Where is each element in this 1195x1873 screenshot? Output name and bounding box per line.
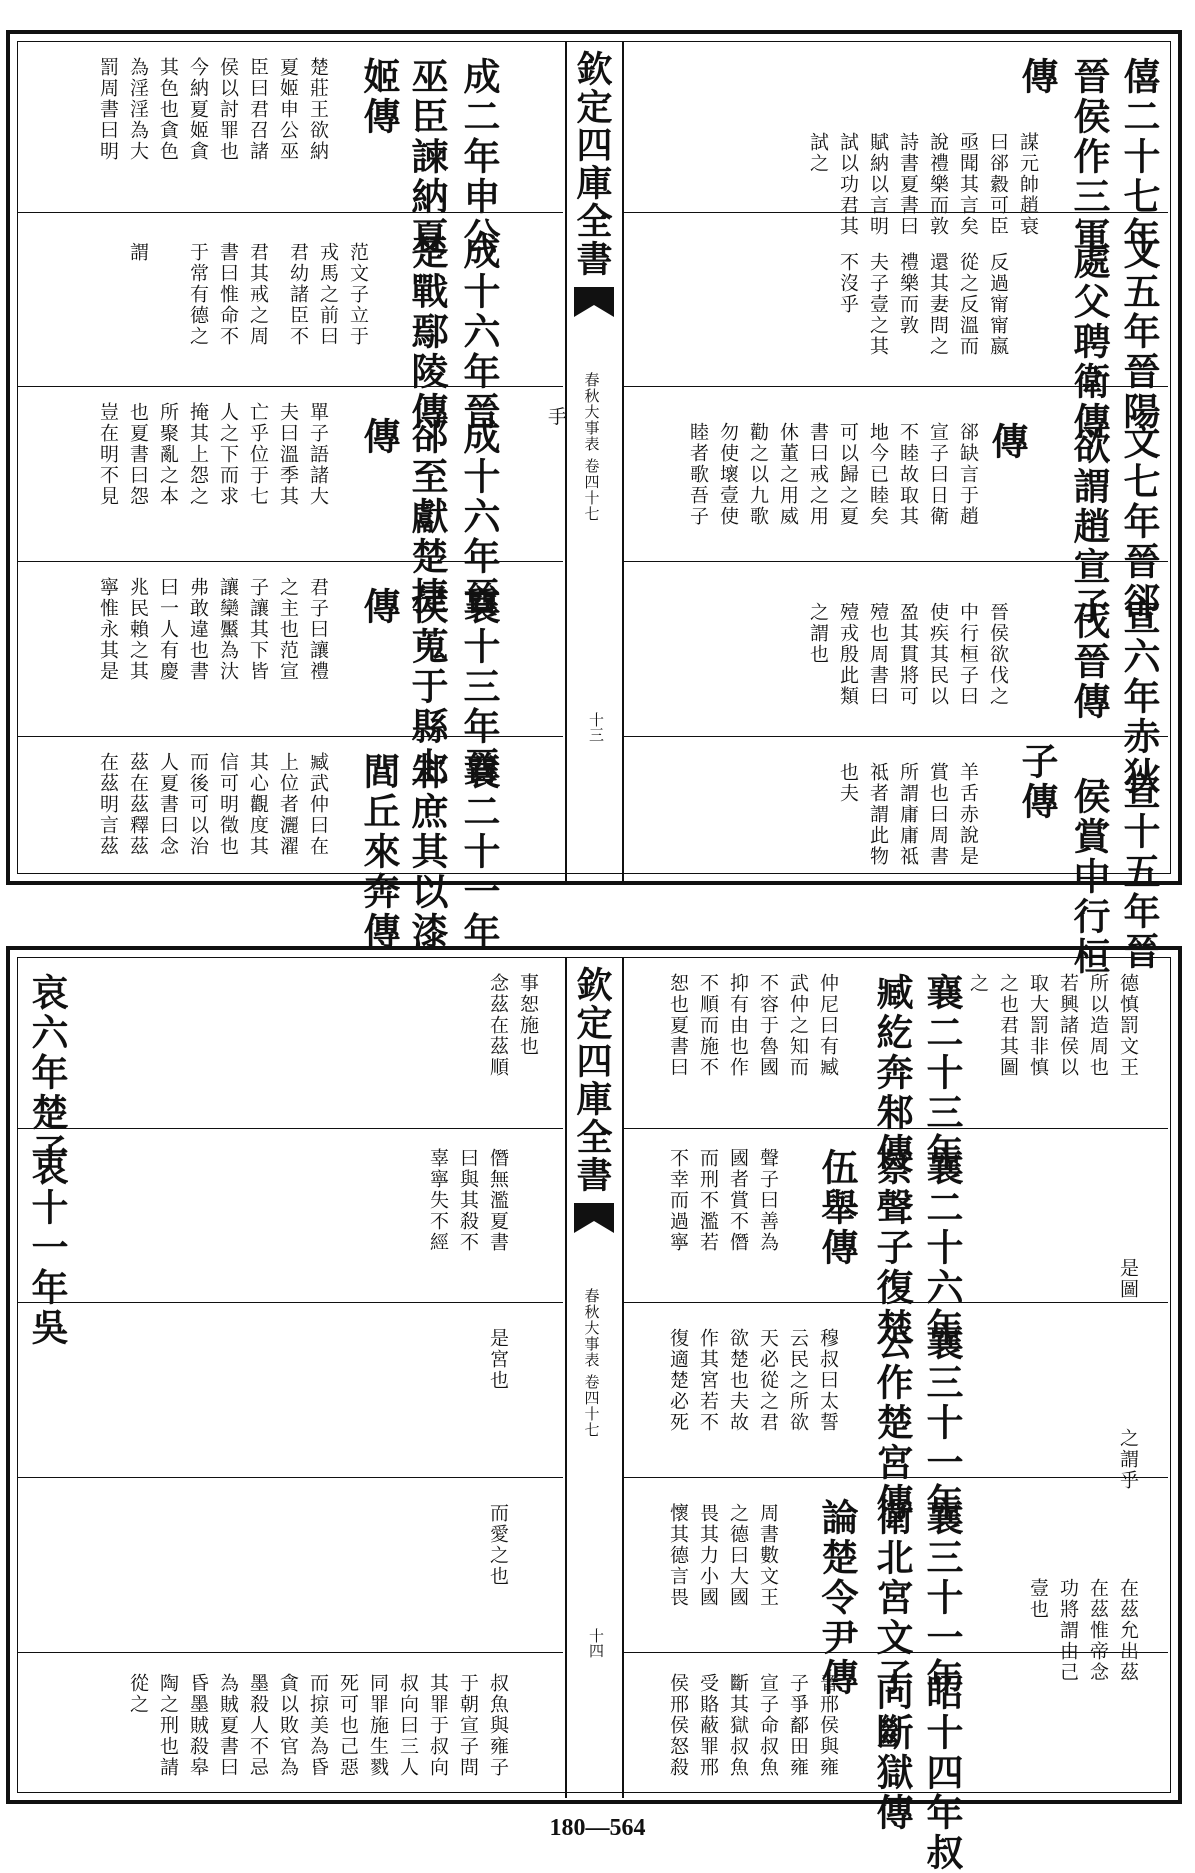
top-text-column: 說禮樂而敦 [927, 132, 949, 237]
bottom-band-rule [18, 1477, 563, 1478]
top-band-rule [624, 212, 1168, 213]
top-text-column: 侯賞中行桓 [1067, 777, 1111, 977]
top-text-column: 反過甯甯嬴 [987, 252, 1009, 357]
bottom-text-column: 晉邢侯與雍 [817, 1673, 839, 1778]
top-text-column: 讓欒黶為汏 [217, 577, 239, 682]
top-text-column: 傳 [985, 422, 1029, 462]
bottom-band-rule [18, 1128, 563, 1129]
top-text-column: 僖二十七年 [1117, 57, 1161, 257]
top-text-column: 單子語諸大 [307, 402, 329, 507]
bottom-text-column: 襄二十六年 [920, 1148, 964, 1348]
bottom-text-column: 所以造周也 [1087, 973, 1109, 1078]
bottom-text-column: 而掠美為昏 [307, 1673, 329, 1778]
bottom-text-column: 天必從之君 [757, 1328, 779, 1433]
bottom-text-column: 之謂乎 [1117, 1428, 1139, 1491]
bottom-band-rule [18, 1302, 563, 1303]
top-text-column: 臧武仲曰在 [307, 752, 329, 857]
bottom-text-column: 死可也己惡 [337, 1673, 359, 1778]
top-text-column: 襄二十一年 [457, 752, 501, 952]
top-text-column: 子讓其下皆 [247, 577, 269, 682]
bottom-text-column: 聲子曰善為 [757, 1148, 779, 1253]
bottom-band-rule [624, 1477, 1168, 1478]
top-text-column: 休董之用威 [777, 422, 799, 527]
bottom-text-column: 其罪于叔向 [427, 1673, 449, 1778]
top-text-column: 從之反溫而 [957, 252, 979, 357]
top-text-column: 君幼諸臣不 [287, 242, 309, 347]
top-spine-left-rule [565, 42, 567, 882]
top-text-column: 處父聘衛傳 [1067, 242, 1111, 442]
top-text-column: 殪戎殷此類 [837, 602, 859, 707]
bottom-text-column: 昏墨賊殺皋 [187, 1673, 209, 1778]
top-text-column: 謀元帥趙衰 [1017, 132, 1039, 237]
bottom-text-column: 子爭鄐田雍 [787, 1673, 809, 1778]
top-band-rule [18, 386, 563, 387]
top-text-column: 勿使壞壹使 [717, 422, 739, 527]
bottom-text-column: 不容于魯國 [757, 973, 779, 1078]
bottom-text-column: 在茲允出茲 [1117, 1578, 1139, 1683]
bottom-text-column: 論楚令尹傳 [815, 1498, 859, 1698]
top-band-rule [624, 736, 1168, 737]
top-text-column: 姬傳 [357, 57, 401, 137]
top-text-column: 人夏書曰念 [157, 752, 179, 857]
top-text-column: 于常有德之 [187, 242, 209, 347]
bottom-text-column: 壹也 [1027, 1578, 1049, 1620]
top-text-column: 成二年申公 [457, 57, 501, 257]
top-text-column: 欲謂趙宣子 [1067, 427, 1111, 627]
bottom-text-column: 恕也夏書曰 [667, 973, 689, 1078]
bottom-text-column: 而愛之也 [487, 1503, 509, 1587]
top-text-column: 曰一人有慶 [157, 577, 179, 682]
top-text-column: 成十六年晉 [457, 417, 501, 617]
top-band-rule [624, 561, 1168, 562]
bottom-text-column: 之 [967, 973, 989, 994]
top-text-column: 傳 [1015, 57, 1059, 97]
bottom-text-column: 哀十一年吳 [25, 1148, 69, 1348]
top-spine-right-rule [622, 42, 624, 882]
bottom-text-column: 不順而施不 [697, 973, 719, 1078]
bottom-band-rule [18, 1652, 563, 1653]
top-text-column: 謂 [127, 242, 149, 263]
bottom-band-rule [624, 1302, 1168, 1303]
bottom-text-column: 襄三十一年 [920, 1498, 964, 1698]
bottom-center-label: 春秋大事表 卷四十七 [582, 1288, 601, 1438]
top-text-column: 試以功君其 [837, 132, 859, 237]
top-text-column: 弗敢違也書 [187, 577, 209, 682]
top-text-column: 中行桓子曰 [957, 602, 979, 707]
top-text-column: 巫臣諫納夏 [405, 57, 449, 257]
top-page-frame [17, 41, 1171, 977]
bottom-text-column: 哀六年楚子 [25, 973, 69, 1173]
bottom-text-column: 受賂蔽罪邢 [697, 1673, 719, 1778]
bottom-text-column: 德慎罰文王 [1117, 973, 1139, 1078]
top-text-column: 禮樂而敦 [897, 252, 919, 336]
top-page-number: 十三 [587, 712, 605, 742]
bottom-band-rule [624, 1652, 1168, 1653]
top-text-column: 夫曰溫季其 [277, 402, 299, 507]
top-text-column: 使疾其民以 [927, 602, 949, 707]
bottom-text-column: 欲楚也夫故 [727, 1328, 749, 1433]
bottom-spine-left-rule [565, 958, 567, 1798]
footer-page-reference: 180—564 [549, 1815, 646, 1841]
top-text-column: 賞也曰周書 [927, 762, 949, 867]
top-text-column: 殪也周書曰 [867, 602, 889, 707]
bottom-text-column: 穆叔曰太誓 [817, 1328, 839, 1433]
bottom-text-column: 懷其德言畏 [667, 1503, 689, 1608]
bottom-text-column: 侯邢侯怒殺 [667, 1673, 689, 1778]
top-text-column: 之謂也 [807, 602, 829, 665]
bottom-text-column: 辜寧失不經 [427, 1148, 449, 1253]
top-text-column: 書曰惟命不 [217, 242, 239, 347]
top-text-column: 范文子立于 [347, 242, 369, 347]
top-band-rule [18, 212, 563, 213]
bottom-text-column: 叔向曰三人 [397, 1673, 419, 1778]
bottom-banner: 欽定四庫全書 [571, 966, 613, 1194]
top-text-column: 兆民賴之其 [127, 577, 149, 682]
bottom-text-column: 陶之刑也請 [157, 1673, 179, 1778]
top-text-column: 為淫淫為大 [127, 57, 149, 162]
top-band-rule [624, 386, 1168, 387]
bottom-text-column: 于朝宣子問 [457, 1673, 479, 1778]
top-text-column: 侯蒐于縣上 [405, 587, 449, 787]
top-text-column: 傳 [357, 417, 401, 457]
top-text-column: 茲在茲釋茲 [127, 752, 149, 857]
bottom-text-column: 僭無濫夏書 [487, 1148, 509, 1253]
top-banner: 欽定四庫全書 [571, 50, 613, 278]
bottom-band-rule [624, 1128, 1168, 1129]
top-text-column: 信可明徵也 [217, 752, 239, 857]
bottom-text-column: 功將謂由己 [1057, 1578, 1079, 1683]
top-text-column: 郤缺言于趙 [957, 422, 979, 527]
top-text-column: 今納夏姬貪 [187, 57, 209, 162]
bottom-text-column: 畏其力小國 [697, 1503, 719, 1608]
bottom-text-column: 是宮也 [487, 1328, 509, 1391]
top-text-column: 文七年晉郤 [1117, 422, 1161, 622]
top-text-column: 而後可以治 [187, 752, 209, 857]
top-text-column: 閭丘來奔傳 [357, 752, 401, 952]
top-text-column: 賦納以言明 [867, 132, 889, 237]
top-text-column: 掩其上怨之 [187, 402, 209, 507]
top-text-column: 亟聞其言矣 [957, 132, 979, 237]
top-text-column: 傳 [357, 587, 401, 627]
bottom-text-column: 墨殺人不忌 [247, 1673, 269, 1778]
top-text-column: 曰郤縠可臣 [987, 132, 1009, 237]
bottom-text-column: 向斷獄傳 [870, 1673, 914, 1833]
bottom-text-column: 衛北宮文子 [870, 1498, 914, 1698]
top-text-column: 侯以討罪也 [217, 57, 239, 162]
bottom-text-column: 仲尼曰有臧 [817, 973, 839, 1078]
bottom-text-column: 宣子命叔魚 [757, 1673, 779, 1778]
bottom-text-column: 臧紇奔邾傳 [870, 973, 914, 1173]
top-text-column: 不沒乎 [837, 252, 859, 315]
top-text-column: 所聚亂之本 [157, 402, 179, 507]
bottom-text-column: 公作楚宮傳 [870, 1323, 914, 1523]
bottom-text-column: 在茲惟帝念 [1087, 1578, 1109, 1683]
top-text-column: 楚戰鄢陵傳 [405, 232, 449, 432]
bottom-text-column: 若興諸侯以 [1057, 973, 1079, 1078]
bottom-text-column: 從之 [127, 1673, 149, 1715]
bottom-text-column: 作其宮若不 [697, 1328, 719, 1433]
top-text-column: 也夫 [837, 762, 859, 804]
top-text-column: 戎馬之前曰 [317, 242, 339, 347]
top-text-column: 試之 [807, 132, 829, 174]
top-text-column: 夫子壹之其 [867, 252, 889, 357]
top-text-column: 其色也貪色 [157, 57, 179, 162]
top-text-column: 邾庶其以漆 [405, 752, 449, 952]
top-text-column: 上位者灑濯 [277, 752, 299, 857]
top-text-column: 之主也范宣 [277, 577, 299, 682]
top-text-column: 晉侯作三軍 [1067, 57, 1111, 257]
bottom-text-column: 云民之所欲 [787, 1328, 809, 1433]
bottom-text-column: 抑有由也作 [727, 973, 749, 1078]
bottom-text-column: 是圖 [1117, 1258, 1139, 1300]
top-text-column: 臣曰君召諸 [247, 57, 269, 162]
top-text-column: 成十六年晉 [457, 232, 501, 432]
bottom-text-column: 之德曰大國 [727, 1503, 749, 1608]
top-text-column: 勸之以九歌 [747, 422, 769, 527]
top-text-column: 伐晉傳 [1067, 602, 1111, 722]
bottom-spine-right-rule [622, 958, 624, 1798]
top-text-column: 人之下而求 [217, 402, 239, 507]
bottom-text-column: 襄三十一年 [920, 1323, 964, 1523]
top-text-column: 文五年晉陽 [1117, 232, 1161, 432]
top-text-column: 也夏書曰怨 [127, 402, 149, 507]
top-text-column: 君子曰讓禮 [307, 577, 329, 682]
top-text-column: 地今已睦矣 [867, 422, 889, 527]
bottom-fish-tail-mark [574, 1203, 614, 1249]
bottom-text-column: 斷其獄叔魚 [727, 1673, 749, 1778]
top-band-rule [18, 736, 563, 737]
top-text-column: 亡乎位于七 [247, 402, 269, 507]
top-text-column: 宣十五年晉 [1117, 772, 1161, 972]
bottom-text-column: 取大罰非慎 [1027, 973, 1049, 1078]
top-text-column: 在茲明言茲 [97, 752, 119, 857]
bottom-text-column: 為賊夏書曰 [217, 1673, 239, 1778]
bottom-text-column: 昭十四年叔 [920, 1673, 964, 1873]
bottom-text-column: 襄二十三年 [920, 973, 964, 1173]
bottom-text-column: 之也君其圖 [997, 973, 1019, 1078]
top-text-column: 書曰戒之用 [807, 422, 829, 527]
top-text-column: 宣六年赤狄 [1117, 597, 1161, 797]
bottom-page-number: 十四 [587, 1628, 605, 1658]
bottom-text-column: 曰與其殺不 [457, 1148, 479, 1253]
top-band-rule [18, 561, 563, 562]
top-text-column: 罰周書曰明 [97, 57, 119, 162]
bottom-text-column: 貪以敗官為 [277, 1673, 299, 1778]
bottom-text-column: 叔魚與雍子 [487, 1673, 509, 1778]
top-text-column: 所謂庸庸祗 [897, 762, 919, 867]
bottom-text-column: 同罪施生戮 [367, 1673, 389, 1778]
bottom-text-column: 事恕施也 [517, 973, 539, 1057]
bottom-text-column: 伍舉傳 [815, 1148, 859, 1268]
top-text-column: 楚莊王欲納 [307, 57, 329, 162]
top-text-column: 睦者歌吾子 [687, 422, 709, 527]
top-text-column: 君其戒之周 [247, 242, 269, 347]
bottom-text-column: 而刑不濫若 [697, 1148, 719, 1253]
top-text-column: 羊舌赤說是 [957, 762, 979, 867]
bottom-text-column: 周書數文王 [757, 1503, 779, 1608]
bottom-text-column: 念茲在茲順 [487, 973, 509, 1078]
top-text-column: 可以歸之夏 [837, 422, 859, 527]
top-text-column: 詩書夏書曰 [897, 132, 919, 237]
top-page [6, 30, 1182, 977]
top-text-column: 宣子曰日衛 [927, 422, 949, 527]
bottom-text-column: 武仲之知而 [787, 973, 809, 1078]
top-text-column: 豈在明不見 [97, 402, 119, 507]
top-text-column: 晉侯欲伐之 [987, 602, 1009, 707]
bottom-text-column: 不幸而過寧 [667, 1148, 689, 1253]
top-text-column: 夏姬申公巫 [277, 57, 299, 162]
top-text-column: 子傳 [1015, 742, 1059, 822]
bottom-text-column: 國者賞不僭 [727, 1148, 749, 1253]
bottom-text-column: 復適楚必死 [667, 1328, 689, 1433]
top-center-label: 春秋大事表 卷四十七 [582, 372, 601, 522]
top-text-column: 其心觀度其 [247, 752, 269, 857]
top-right-mid-char: 手 [548, 406, 568, 428]
top-text-column: 寧惟永其是 [97, 577, 119, 682]
top-text-column: 還其妻問之 [927, 252, 949, 357]
top-fish-tail-mark [574, 287, 614, 333]
top-text-column: 襄十三年晉 [457, 587, 501, 787]
top-text-column: 郤至獻楚捷 [405, 417, 449, 617]
top-text-column: 祗者謂此物 [867, 762, 889, 867]
bottom-text-column: 蔡聲子復楚 [870, 1148, 914, 1348]
top-text-column: 不睦故取其 [897, 422, 919, 527]
top-text-column: 盈其貫將可 [897, 602, 919, 707]
